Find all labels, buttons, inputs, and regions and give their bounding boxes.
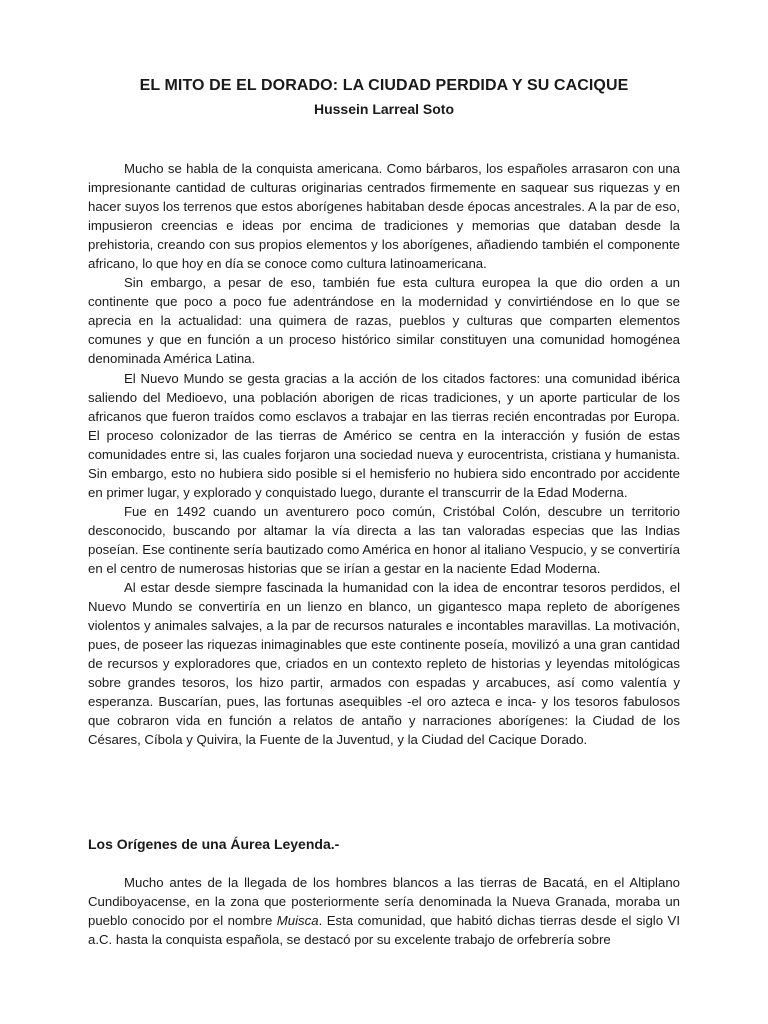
section-paragraph-text-end: . Esta comunidad, que habitó dichas tierras desde el siglo VI a.C. hasta la conquista española, se destacó por su excelente trabajo de orfebrería sobre — [88, 913, 681, 948]
section-paragraph-1 — [88, 873, 680, 949]
body-paragraph-3: El Nuevo Mundo se gesta gracias a la acción de los citados factores: una comunidad ibérica saliendo del Medioevo, una población aborigen de ricas tradiciones, y un aporte particular de los africanos que fueron traídos como esclavos a trabajar en las tierras recién encontradas por Europa. El proceso colonizador de las tierras de Américo se centra en la interacción y fusión de estas comunidades entre si, las cuales forjaron una sociedad nueva y eurocentrista, cristiana y humanista. Sin embargo, esto no hubiera sido posible si el hemisferio no hubiera sido encontrado por accidente en primer lugar, y explorado y conquistado luego, durante el transcurrir de la Edad Moderna. — [88, 370, 680, 500]
body-paragraph-4: Fue en 1492 cuando un aventurero poco común, Cristóbal Colón, descubre un territorio desconocido, buscando por altamar la vía directa a las tan valoradas especias que las Indias poseían. Ese continente sería bautizado como América en honor al italiano Vespucio, y se convertiría en el centro de numerosas historias que se irían a gestar en la naciente Edad Moderna. — [88, 503, 680, 576]
body-paragraph-1: Mucho se habla de la conquista americana. Como bárbaros, los españoles arrasaron con una impresionante cantidad de culturas originarias centrados firmemente en saquear sus riquezas y en hacer suyos los terrenos que estos aborígenes habitaban desde épocas ancestrales. A la par de eso, impusieron creencias e ideas por encima de tradiciones y memorias que databan desde la prehistoria, creando con sus propios elementos y los aborígenes, añadiendo también el componente africano, lo que hoy en día se conoce como cultura latinoamericana. — [88, 161, 680, 272]
body-paragraph-5: Al estar desde siempre fascinada la humanidad con la idea de encontrar tesoros perdidos, el Nuevo Mundo se convertiría en un lienzo en blanco, un gigantesco mapa repleto de aborígenes violentos y animales salvajes, a la par de recursos naturales e incontables maravillas. La motivación, pues, de poseer las riquezas inimaginables que este continente poseía, movilizó a una gran cantidad de recursos y exploradores que, criados en un contexto repleto de historias y leyendas mitológicas sobre grandes tesoros, los hizo partir, armados con espadas y arcabuces, así como valentía y esperanza. Buscarían, pues, las fortunas asequibles -el oro azteca e inca- y los tesoros fabulosos que cobraron vida en función a relatos de antaño y narraciones aborígenes: la Ciudad de los Césares, Cíbola y Quivira, la Fuente de la Juventud, y la Ciudad del Cacique Dorado. — [88, 580, 680, 748]
section-body — [88, 873, 680, 949]
document-title: EL MITO DE EL DORADO: LA CIUDAD PERDIDA Y SU CACIQUE — [139, 77, 629, 94]
section-paragraph-emphasis: Muisca — [276, 913, 319, 929]
section-paragraph-text-start: Mucho antes de la llegada de los hombres blancos a las tierras de Bacatá, en el Altiplano Cundiboyacense, en la zona que posteriormente sería denominada la Nueva Granada, moraba un pueblo conocido por el nombre — [88, 875, 680, 929]
body-paragraph-2: Sin embargo, a pesar de eso, también fue esta cultura europea la que dio orden a un continente que poco a poco fue adentrándose en la modernidad y convirtiéndose en lo que se aprecia en la actualidad: una quimera de razas, pueblos y culturas que comparten elementos comunes y que en función a un proceso histórico similar constituyen una comunidad homogénea denominada América Latina. — [88, 275, 680, 367]
document-author: Hussein Larreal Soto — [313, 101, 455, 117]
document-body — [88, 159, 680, 749]
section-heading: Los Orígenes de una Áurea Leyenda.- — [88, 836, 340, 852]
